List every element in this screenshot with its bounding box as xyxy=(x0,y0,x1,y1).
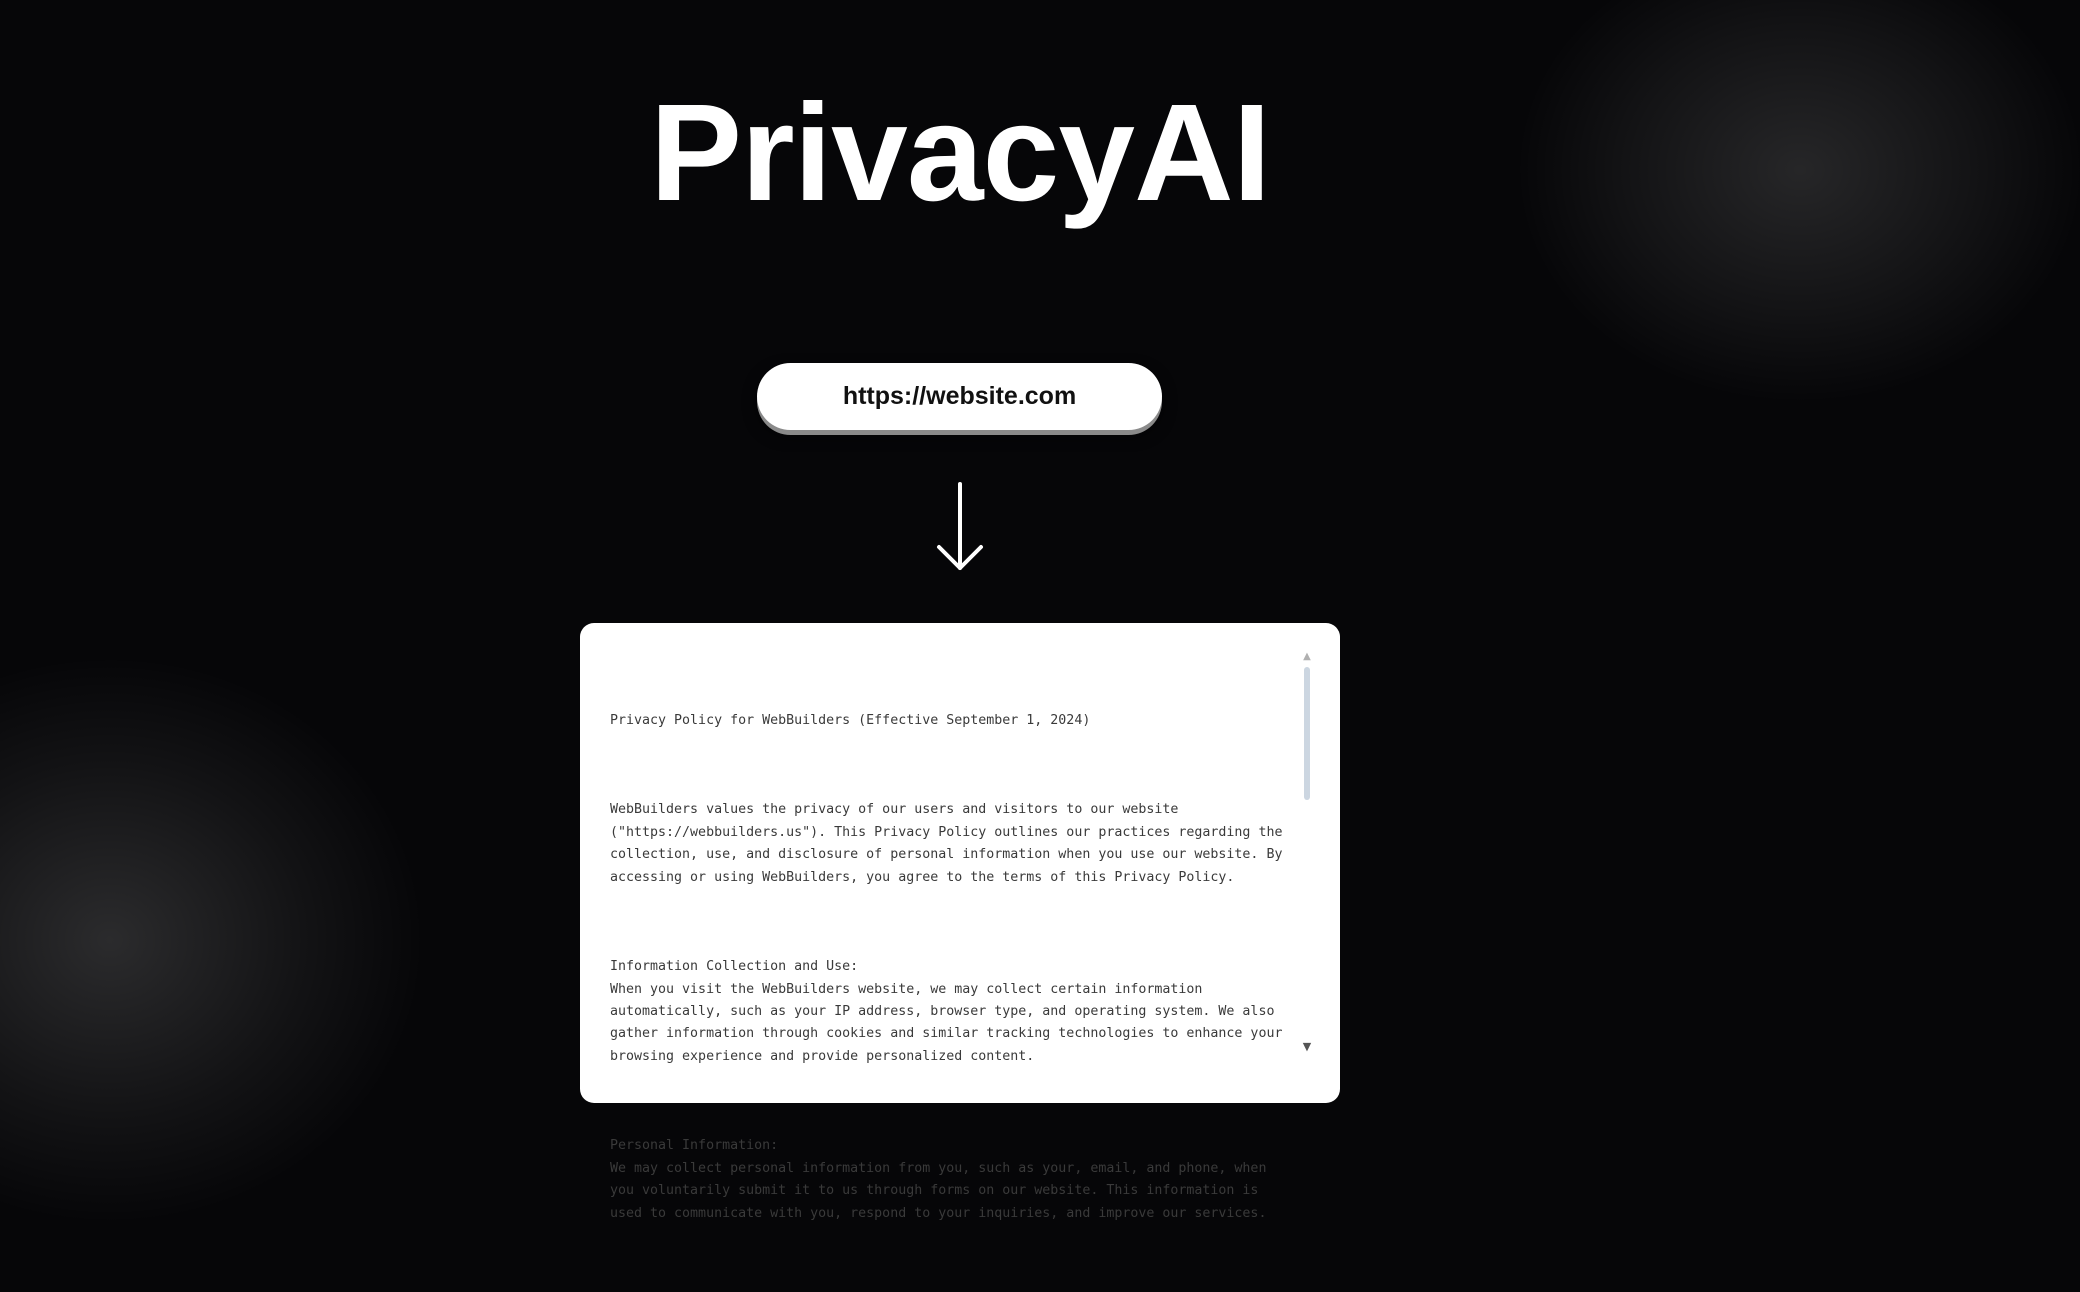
policy-paragraph-intro: WebBuilders values the privacy of our users and visitors to our website ("https://webbuilders.us"). This Privacy Policy outlines our practices regarding the collection, use, and disclosure of personal information when you use our website. By accessing or using WebBuilders, you agree to the terms of this Privacy Policy. xyxy=(610,802,1291,885)
scrollbar[interactable] xyxy=(1302,667,1312,1047)
arrow-down-icon xyxy=(935,482,985,572)
url-input[interactable] xyxy=(757,363,1162,430)
background-glow-bottom-left xyxy=(0,660,420,1220)
app-title: PrivacyAI xyxy=(649,76,1271,230)
policy-paragraph-collection: Information Collection and Use: When you visit the WebBuilders website, we may collect certain information automatically, such as your IP address, browser type, and operating system. We also gather information through cookies and similar tracking technologies to enhance your browsing experience and provide personalized content. xyxy=(610,959,1283,1064)
chevron-up-icon[interactable]: ▲ xyxy=(1303,651,1311,662)
policy-panel xyxy=(580,623,1340,1221)
policy-paragraph-personal: Personal Information: We may collect personal information from you, such as your, email, and phone, when you voluntarily submit it to us through forms on our website. This information is used to communicate with you, respond to your inquiries, and improve our services. xyxy=(610,1138,1267,1221)
scrollbar-thumb[interactable] xyxy=(1304,667,1310,800)
policy-text-area[interactable] xyxy=(610,665,1291,1221)
chevron-down-icon[interactable]: ▼ xyxy=(1302,1040,1312,1053)
policy-heading: Privacy Policy for WebBuilders (Effective September 1, 2024) xyxy=(610,712,1091,728)
url-input-value: https://website.com xyxy=(842,382,1077,410)
